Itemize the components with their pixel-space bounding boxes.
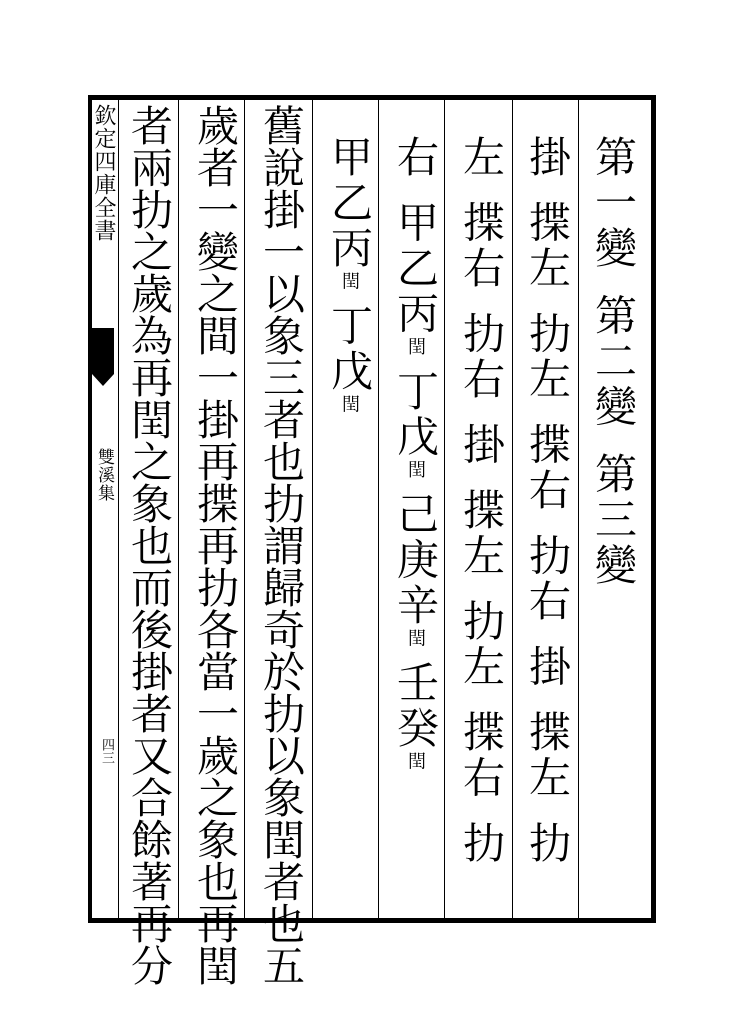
column-item: 掛	[523, 644, 572, 690]
column-item: 扐左	[523, 311, 572, 403]
fishtail-tip	[92, 374, 114, 386]
column-item: 丁戊	[325, 303, 374, 395]
column-item: 第二變	[589, 293, 638, 430]
spine-collection: 雙溪集	[94, 448, 114, 502]
column-item: 扐	[457, 821, 506, 867]
column-rule	[312, 97, 313, 919]
column-item: 左	[457, 135, 506, 181]
column-item: 扐右	[457, 311, 506, 403]
column-rule	[378, 97, 379, 919]
column-item: 扐	[523, 821, 572, 867]
spine-page-number: 四三	[99, 738, 114, 764]
column-rule	[578, 97, 579, 919]
column-item: 揲左	[523, 710, 572, 801]
intercalary-note: 閏	[405, 751, 426, 770]
intercalary-note: 閏	[339, 394, 360, 413]
fishtail-mark	[92, 328, 114, 374]
column-item: 第一變	[589, 135, 638, 272]
intercalary-note: 閏	[339, 271, 360, 290]
column-item: 揲右	[523, 422, 572, 514]
column-item: 壬癸	[391, 660, 440, 752]
column-item: 揲左	[523, 200, 572, 292]
text-column	[524, 135, 570, 867]
column-item: 掛	[457, 422, 506, 468]
intercalary-note: 閏	[405, 337, 426, 355]
column-rule	[178, 97, 179, 919]
column-item: 甲乙丙	[325, 135, 374, 272]
column-item: 右	[391, 135, 440, 181]
column-item: 第三變	[589, 452, 638, 589]
column-item: 甲乙丙	[391, 200, 440, 337]
column-item: 揲左	[457, 488, 506, 579]
text-column: 歲者一變之間一掛再揲再扐各當一歲之象也再閏	[191, 104, 240, 986]
text-column	[590, 135, 636, 589]
spine-title: 欽定四庫全書	[91, 104, 116, 242]
text-column	[458, 135, 504, 867]
column-item: 揲右	[457, 710, 506, 801]
column-item: 掛	[523, 135, 572, 181]
intercalary-note: 閏	[405, 628, 426, 647]
column-item: 揲右	[457, 200, 506, 292]
text-column: 者兩扐之歲為再閏之象也而後掛者又合餘著再分	[125, 104, 174, 986]
column-item: 扐左	[457, 599, 506, 690]
intercalary-note: 閏	[405, 460, 426, 478]
text-column	[326, 135, 372, 413]
spine-rule	[118, 97, 119, 919]
column-rule	[512, 97, 513, 919]
column-rule	[244, 97, 245, 919]
column-item: 扐右	[523, 533, 572, 625]
text-column: 舊說掛一以象三者也扐謂歸奇於扐以象閏者也五	[257, 104, 306, 986]
text-column	[392, 135, 438, 770]
column-item: 丁戊	[391, 369, 440, 460]
column-item: 己庚辛	[391, 492, 440, 629]
column-rule	[444, 97, 445, 919]
